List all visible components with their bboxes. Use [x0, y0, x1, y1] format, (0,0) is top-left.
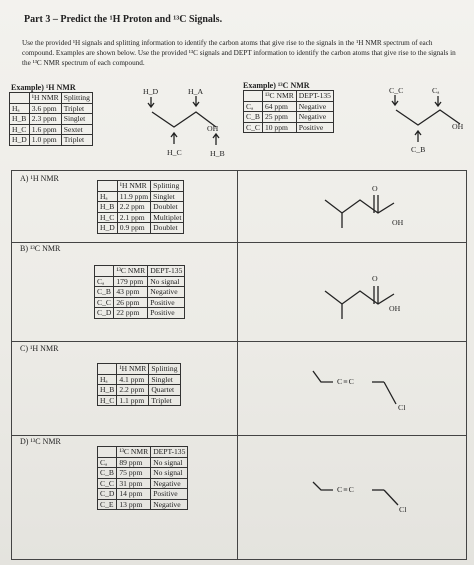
c-chlorine: Cl [398, 403, 406, 412]
page-title: Part 3 – Predict the ¹H Proton and ¹³C Signals. [24, 14, 223, 25]
table-a: ¹H NMR Splitting Hₐ 11.9 ppm Singlet H_B 2.2 ppm Doublet H_C 2.1 ppm Multiplet H_D 0.9 ppm Doublet [97, 180, 184, 234]
section-b-label: B) ¹³C NMR [20, 244, 61, 253]
table-row: Cₐ 89 ppm No signal [98, 457, 188, 468]
table-row: Hₐ 3.6 ppm Triplet [10, 103, 93, 114]
instructions: Use the provided ¹H signals and splitting information to identify the carbon atoms that give rise to the signals in the ¹H NMR spectrum of each compound. Examples are shown below. Use the provided ¹³C signals and DEPT information to identify the carbon atoms that give rise to the signals in the ¹³C NMR spectrum of each compound. [22, 39, 456, 67]
table-d: ¹³C NMR DEPT-135 Cₐ 89 ppm No signal C_B 75 ppm No signal C_C 31 ppm Negative C_D 14 ppm Positive C_E 13 ppm Negative [97, 446, 188, 510]
table-c: ¹H NMR Splitting Hₐ 4.1 ppm Singlet H_B 2.2 ppm Quartet H_C 1.1 ppm Triplet [97, 363, 181, 406]
label-oh-c: OH [452, 122, 464, 131]
table-row: H_C 2.1 ppm Multiplet [98, 212, 184, 223]
section-d-label: D) ¹³C NMR [20, 437, 61, 446]
label-ca: Cₐ [432, 86, 440, 95]
a-carbonyl-o: O [372, 184, 378, 193]
table-row: Cₐ 179 ppm No signal [95, 276, 185, 287]
table-row: H_C 1.6 ppm Sextet [10, 124, 93, 135]
label-hc: H_C [167, 148, 182, 157]
section-a-label: A) ¹H NMR [20, 174, 59, 183]
table-row: C_C 10 ppm Positive [244, 122, 334, 133]
label-cb: C_B [411, 145, 426, 154]
label-cc: C_C [389, 86, 404, 95]
label-oh: OH [207, 124, 219, 133]
table-row: H_B 2.3 ppm Singlet [10, 114, 93, 125]
table-b: ¹³C NMR DEPT-135 Cₐ 179 ppm No signal C_B 43 ppm Negative C_C 26 ppm Positive C_D 22 ppm Positive [94, 265, 185, 319]
example-c-heading: Example) ¹³C NMR [243, 81, 310, 90]
table-row: Hₐ 4.1 ppm Singlet [98, 374, 181, 385]
a-hydroxyl: OH [392, 218, 404, 227]
table-row: H_B 2.2 ppm Doublet [98, 202, 184, 213]
section-c-label: C) ¹H NMR [20, 344, 59, 353]
d-triple-bond: C≡C [337, 485, 355, 494]
label-hd: H_D [143, 87, 159, 96]
example-h-heading: Example) ¹H NMR [11, 83, 76, 92]
table-row: C_B 25 ppm Negative [244, 112, 334, 123]
table-row: H_D 0.9 ppm Doublet [98, 223, 184, 234]
c-triple-bond: C≡C [337, 377, 355, 386]
table-row: H_C 1.1 ppm Triplet [98, 395, 181, 406]
table-row: Cₐ 64 ppm Negative [244, 101, 334, 112]
table-row: H_D 1.0 ppm Triplet [10, 135, 93, 146]
label-hb: H_B [210, 149, 225, 158]
table-row: Hₐ 11.9 ppm Singlet [98, 191, 184, 202]
table-row: C_B 75 ppm No signal [98, 468, 188, 479]
example-h-table: ¹H NMR Splitting Hₐ 3.6 ppm Triplet H_B 2.3 ppm Singlet H_C 1.6 ppm Sextet H_D 1.0 ppm Triplet [9, 92, 93, 146]
b-hydroxyl: OH [389, 304, 401, 313]
table-row: H_B 2.2 ppm Quartet [98, 385, 181, 396]
table-row: C_E 13 ppm Negative [98, 499, 188, 510]
table-row: C_C 31 ppm Negative [98, 478, 188, 489]
b-carbonyl-o: O [372, 274, 378, 283]
table-row: C_C 26 ppm Positive [95, 297, 185, 308]
table-row: C_B 43 ppm Negative [95, 287, 185, 298]
example-c-table: ¹³C NMR DEPT-135 Cₐ 64 ppm Negative C_B 25 ppm Negative C_C 10 ppm Positive [243, 90, 334, 133]
table-row: C_D 22 ppm Positive [95, 308, 185, 319]
label-ha: H_A [188, 87, 204, 96]
table-row: C_D 14 ppm Positive [98, 489, 188, 500]
d-chlorine: Cl [399, 505, 407, 514]
